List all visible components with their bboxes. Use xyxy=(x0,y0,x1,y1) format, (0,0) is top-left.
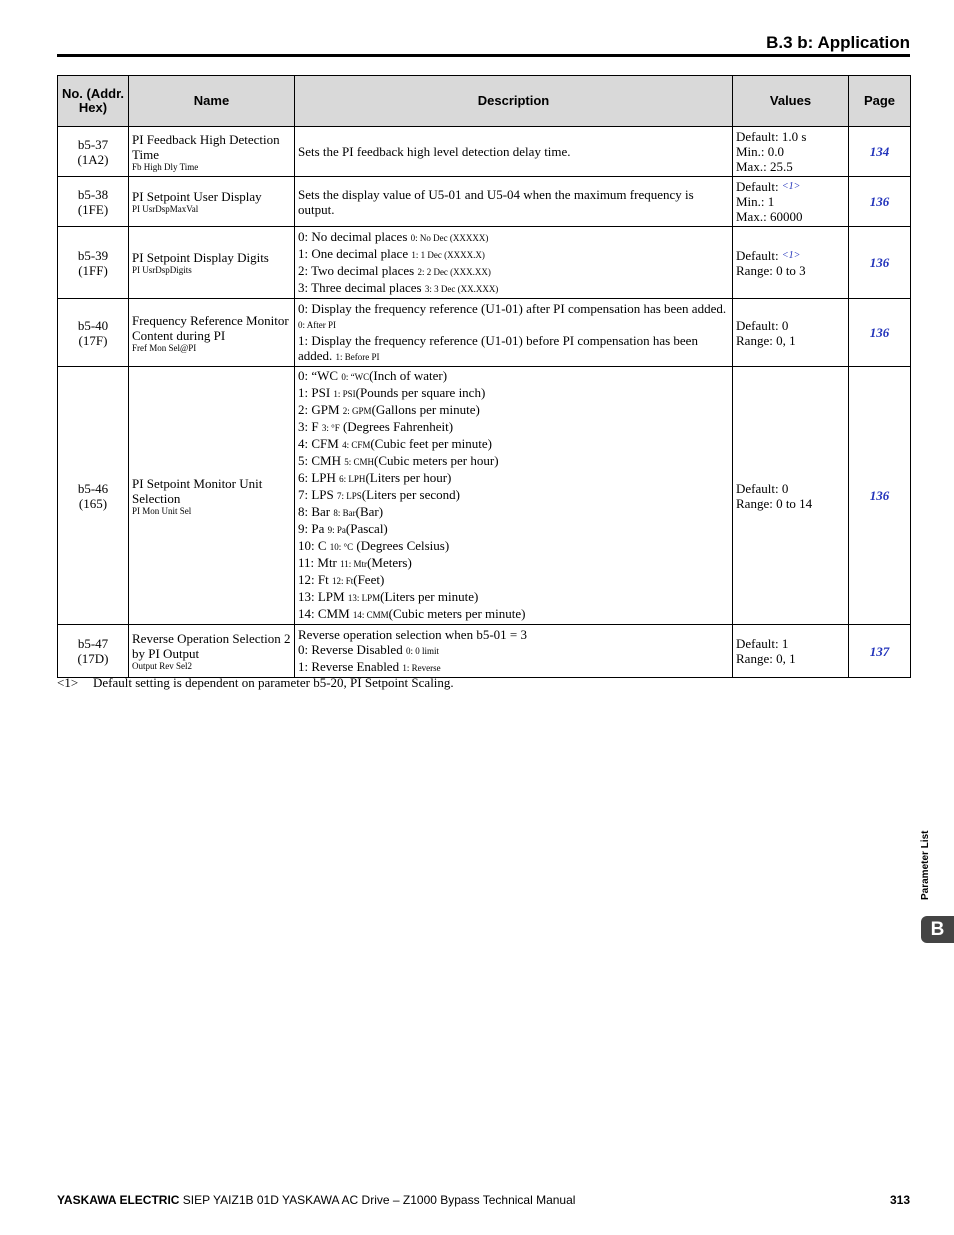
param-description-cell xyxy=(295,127,733,177)
param-display-name: PI UsrDspMaxVal xyxy=(132,204,199,214)
param-description-cell xyxy=(295,177,733,227)
param-display-name: PI UsrDspDigits xyxy=(132,265,192,275)
param-page-cell xyxy=(849,367,911,625)
value-text: Default: 0 xyxy=(736,480,789,496)
setting-unit-description: (Cubic feet per minute) xyxy=(370,436,492,451)
param-number: b5-39 xyxy=(77,247,109,263)
value-line xyxy=(736,159,845,174)
description-line xyxy=(298,470,729,487)
setting-label: 1: Reverse Enabled xyxy=(298,658,403,674)
setting-unit-description: (Feet) xyxy=(353,572,385,587)
footer-manual-title: SIEP YAIZ1B 01D YASKAWA AC Drive – Z1000 Bypass Technical Manual xyxy=(179,1193,576,1207)
section-title: B.3 b: Application xyxy=(766,33,910,52)
description-line xyxy=(298,229,729,246)
setting-label: 12: Ft xyxy=(298,572,332,587)
setting-label: 10: C xyxy=(298,538,330,553)
description-line xyxy=(298,504,729,521)
param-values-cell xyxy=(733,127,849,177)
setting-display-text: 0: “WC xyxy=(341,372,370,382)
setting-display-text: 7: LPS xyxy=(337,491,362,501)
setting-unit-description: (Liters per hour) xyxy=(365,470,452,485)
param-number-cell xyxy=(58,127,129,177)
setting-unit-description: (Liters per second) xyxy=(361,487,460,502)
footnote-ref-link[interactable]: <1> xyxy=(781,181,801,192)
value-line xyxy=(736,333,845,348)
value-text: Default: 0 xyxy=(736,317,789,333)
setting-label: 8: Bar xyxy=(298,504,334,519)
page-ref-link[interactable]: 136 xyxy=(869,255,890,270)
param-values-cell xyxy=(733,299,849,367)
param-name: PI Setpoint Display Digits xyxy=(132,250,269,265)
value-text: Max.: 25.5 xyxy=(736,159,793,174)
description-line xyxy=(298,436,729,453)
setting-label: 1: Display the frequency reference (U1-01) before PI compensation has been added. xyxy=(298,332,698,363)
value-text: Max.: 60000 xyxy=(736,209,803,224)
value-line xyxy=(736,636,845,651)
setting-label: 2: GPM xyxy=(298,402,343,417)
param-address: (1FF) xyxy=(78,262,108,278)
param-name-cell xyxy=(129,227,295,299)
setting-display-text: 1: Reverse xyxy=(402,662,441,673)
footnote-mark: <1> xyxy=(57,675,79,690)
setting-unit-description: (Liters per minute) xyxy=(380,589,479,604)
setting-display-text: 14: CMM xyxy=(352,610,389,620)
param-name-cell xyxy=(129,625,295,678)
setting-label: 4: CFM xyxy=(298,436,343,451)
value-line xyxy=(736,481,845,496)
appendix-tab: B xyxy=(921,916,954,943)
setting-display-text: 9: Pa xyxy=(327,525,346,535)
value-text: Default: 1 xyxy=(736,636,789,651)
table-row xyxy=(58,367,911,625)
setting-label: 0: Display the frequency reference (U1-01) after PI compensation has been added. xyxy=(298,300,727,316)
param-name-cell xyxy=(129,127,295,177)
value-line xyxy=(736,496,845,511)
param-values-cell xyxy=(733,177,849,227)
param-description-cell xyxy=(295,367,733,625)
description-line xyxy=(298,263,729,280)
param-display-name: PI Mon Unit Sel xyxy=(132,505,192,516)
description-line xyxy=(298,627,729,642)
param-name: PI Setpoint User Display xyxy=(132,189,262,204)
param-display-name: Output Rev Sel2 xyxy=(132,661,192,671)
setting-display-text: 6: LPH xyxy=(339,474,366,484)
description-line xyxy=(298,555,729,572)
setting-label: 3: Three decimal places xyxy=(298,279,425,295)
setting-display-text: 0: After PI xyxy=(298,319,336,330)
setting-display-text: 1: Before PI xyxy=(335,351,380,362)
col-header-no: No. (Addr. Hex) xyxy=(58,76,129,127)
value-line xyxy=(736,129,845,144)
param-address: (1FE) xyxy=(77,201,109,217)
setting-label: 7: LPS xyxy=(298,487,338,502)
setting-display-text: 4: CFM xyxy=(342,440,371,450)
table-row xyxy=(58,625,911,678)
param-address: (17D) xyxy=(77,651,109,666)
description-line xyxy=(298,659,729,676)
setting-label: 13: LPM xyxy=(298,589,348,604)
description-line xyxy=(298,453,729,470)
description-line xyxy=(298,301,729,333)
param-number-cell xyxy=(58,367,129,625)
setting-unit-description: (Degrees Fahrenheit) xyxy=(339,419,454,434)
setting-unit-description: (Cubic meters per minute) xyxy=(388,606,526,621)
value-text: Range: 0 to 3 xyxy=(736,262,806,278)
param-page-cell xyxy=(849,177,911,227)
setting-label: 11: Mtr xyxy=(298,555,341,570)
col-header-description: Description xyxy=(295,76,733,127)
setting-label: 1: PSI xyxy=(298,385,334,400)
setting-display-text: 3: 3 Dec (XX.XXX) xyxy=(424,283,499,294)
setting-label: 1: One decimal place xyxy=(298,245,412,261)
value-line xyxy=(736,651,845,666)
value-text: Range: 0, 1 xyxy=(736,651,796,666)
param-name-cell xyxy=(129,177,295,227)
setting-display-text: 12: Ft xyxy=(331,576,354,586)
value-line xyxy=(736,144,845,159)
setting-display-text: 3: °F xyxy=(321,423,340,433)
description-line xyxy=(298,589,729,606)
setting-label: 0: No decimal places xyxy=(298,228,411,244)
page-ref-link[interactable]: 134 xyxy=(869,144,890,159)
setting-display-text: 10: °C xyxy=(329,542,354,552)
param-values-cell xyxy=(733,625,849,678)
side-section-label: Parameter List xyxy=(920,830,931,900)
setting-label: 0: Reverse Disabled xyxy=(298,641,406,657)
value-line xyxy=(736,209,845,224)
setting-unit-description: (Pascal) xyxy=(345,521,388,536)
description-line xyxy=(298,333,729,365)
param-number: b5-37 xyxy=(77,136,109,152)
param-name: PI Feedback High Detection Time xyxy=(132,131,280,162)
param-name: Frequency Reference Monitor Content during PI xyxy=(132,312,289,343)
param-number: b5-40 xyxy=(77,317,109,333)
footnote xyxy=(57,675,454,691)
param-address: (1A2) xyxy=(77,151,109,167)
description-line xyxy=(298,487,729,504)
param-number-cell xyxy=(58,299,129,367)
description-line: Sets the display value of U5-01 and U5-04 when the maximum frequency is output. xyxy=(298,186,694,217)
setting-display-text: 0: 0 limit xyxy=(405,645,439,656)
setting-display-text: 0: No Dec (XXXXX) xyxy=(410,232,489,243)
param-number: b5-47 xyxy=(77,636,109,651)
setting-label: 0: “WC xyxy=(298,368,342,383)
param-name: PI Setpoint Monitor Unit Selection xyxy=(132,475,263,506)
setting-label: 2: Two decimal places xyxy=(298,262,418,278)
param-name-cell xyxy=(129,299,295,367)
setting-label: 3: F xyxy=(298,419,322,434)
param-page-cell xyxy=(849,227,911,299)
param-number: b5-46 xyxy=(77,480,109,496)
footnote-text: Default setting is dependent on parameter b5-20, PI Setpoint Scaling. xyxy=(93,675,454,690)
setting-label: 9: Pa xyxy=(298,521,328,536)
page-ref-link[interactable]: 137 xyxy=(869,643,890,659)
value-line xyxy=(736,318,845,333)
col-header-name: Name xyxy=(129,76,295,127)
description-line xyxy=(298,642,729,659)
page-ref-link[interactable]: 136 xyxy=(869,194,890,209)
footer-brand: YASKAWA ELECTRIC xyxy=(57,1193,180,1207)
setting-unit-description: (Cubic meters per hour) xyxy=(374,453,499,468)
setting-label: Reverse operation selection when b5-01 = 3 xyxy=(298,626,527,642)
setting-label: 14: CMM xyxy=(298,606,353,621)
param-values-cell xyxy=(733,367,849,625)
value-text: Default: xyxy=(736,179,782,194)
setting-display-text: 8: Bar xyxy=(333,508,356,518)
table-header-row xyxy=(58,76,911,127)
param-number-cell xyxy=(58,177,129,227)
value-text: Range: 0, 1 xyxy=(736,332,796,348)
value-text: Min.: 0.0 xyxy=(736,144,785,159)
description-line xyxy=(298,246,729,263)
description-line: Sets the PI feedback high level detection delay time. xyxy=(298,144,571,159)
header-rule xyxy=(57,54,910,57)
setting-display-text: 11: Mtr xyxy=(340,559,368,569)
setting-display-text: 1: PSI xyxy=(333,389,356,399)
setting-display-text: 1: 1 Dec (XXXX.X) xyxy=(411,249,485,260)
description-line xyxy=(298,280,729,297)
setting-unit-description: (Gallons per minute) xyxy=(371,402,480,417)
value-line xyxy=(736,248,845,263)
setting-unit-description: (Inch of water) xyxy=(369,368,448,383)
setting-unit-description: (Bar) xyxy=(355,504,384,519)
description-line xyxy=(298,572,729,589)
param-description-cell xyxy=(295,299,733,367)
value-text: Range: 0 to 14 xyxy=(736,495,813,511)
description-line xyxy=(298,538,729,555)
param-address: (165) xyxy=(78,495,108,511)
param-page-cell xyxy=(849,127,911,177)
param-name-cell xyxy=(129,367,295,625)
param-number: b5-38 xyxy=(77,186,109,202)
param-values-cell xyxy=(733,227,849,299)
description-line xyxy=(298,385,729,402)
param-number-cell xyxy=(58,227,129,299)
footnote-ref-link[interactable]: <1> xyxy=(781,249,801,261)
page-ref-link[interactable]: 136 xyxy=(869,488,890,503)
table-row xyxy=(58,227,911,299)
description-line xyxy=(298,606,729,623)
description-line xyxy=(298,419,729,436)
setting-label: 6: LPH xyxy=(298,470,340,485)
param-page-cell xyxy=(849,299,911,367)
param-description-cell xyxy=(295,625,733,678)
setting-display-text: 2: 2 Dec (XXX.XX) xyxy=(417,266,491,277)
setting-display-text: 13: LPM xyxy=(347,593,381,603)
page-number: 313 xyxy=(889,1193,910,1207)
table-row xyxy=(58,127,911,177)
param-address: (17F) xyxy=(78,332,108,348)
setting-unit-description: (Degrees Celsius) xyxy=(353,538,450,553)
param-number-cell xyxy=(58,625,129,678)
value-line xyxy=(736,179,845,194)
param-name: Reverse Operation Selection 2 by PI Output xyxy=(132,631,291,661)
description-line xyxy=(298,368,729,385)
param-page-cell xyxy=(849,625,911,678)
setting-label: 5: CMH xyxy=(298,453,345,468)
value-text: Default: xyxy=(736,247,782,263)
param-display-name: Fb High Dly Time xyxy=(132,161,199,172)
value-text: Min.: 1 xyxy=(736,194,775,209)
page-ref-link[interactable]: 136 xyxy=(869,325,890,340)
description-line xyxy=(298,521,729,538)
setting-unit-description: (Meters) xyxy=(367,555,412,570)
parameter-table xyxy=(57,75,911,678)
value-line xyxy=(736,263,845,278)
table-row xyxy=(58,177,911,227)
setting-unit-description: (Pounds per square inch) xyxy=(355,385,486,400)
setting-display-text: 2: GPM xyxy=(342,406,372,416)
page-footer xyxy=(57,1193,910,1207)
param-description-cell xyxy=(295,227,733,299)
setting-display-text: 5: CMH xyxy=(344,457,374,467)
col-header-page: Page xyxy=(849,76,911,127)
description-line xyxy=(298,402,729,419)
param-display-name: Fref Mon Sel@PI xyxy=(132,342,197,353)
value-line xyxy=(736,194,845,209)
col-header-values: Values xyxy=(733,76,849,127)
table-row xyxy=(58,299,911,367)
value-text: Default: 1.0 s xyxy=(736,129,807,144)
